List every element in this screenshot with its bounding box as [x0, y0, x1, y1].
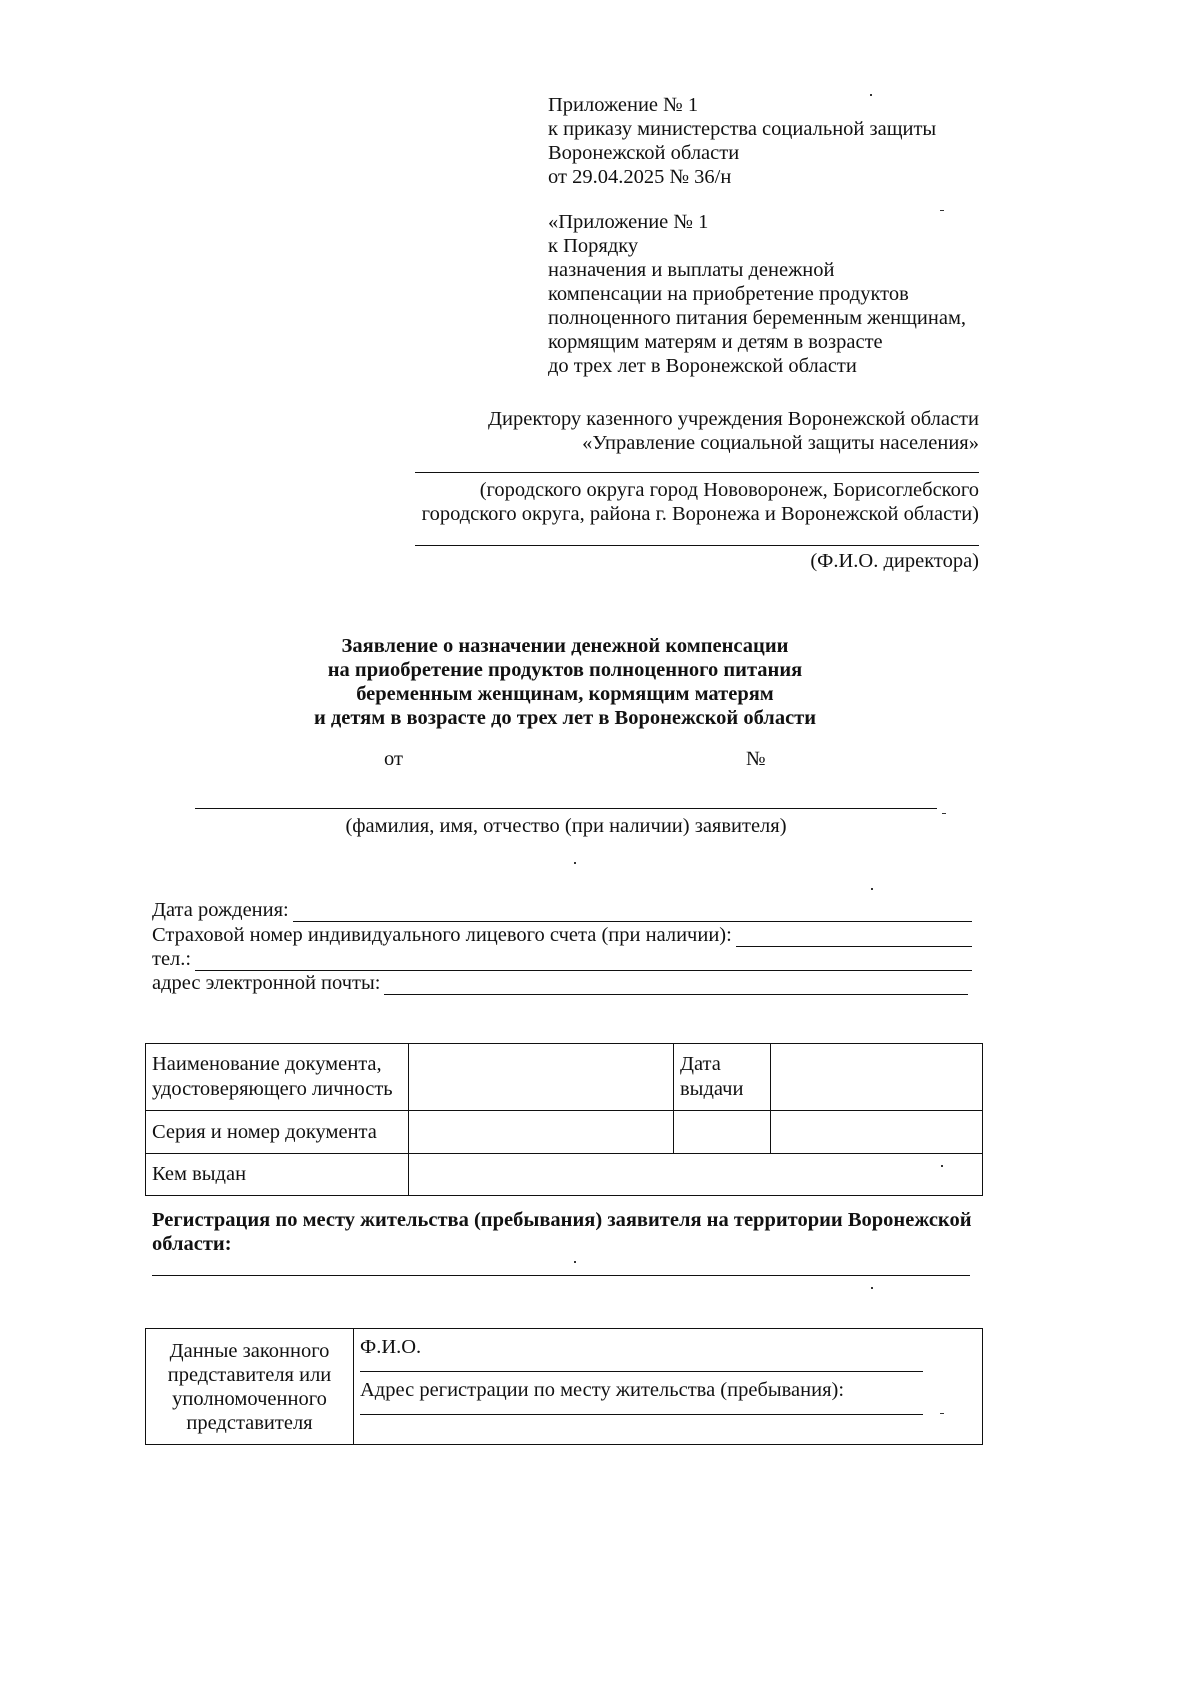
issue-date-label-cell	[674, 1044, 771, 1111]
scan-speck	[871, 888, 873, 890]
annex-date-line: от 29.04.2025 № 36/н	[548, 166, 732, 188]
procedure-line: компенсации на приобретение продуктов	[548, 283, 909, 305]
registration-blank-line[interactable]	[152, 1275, 970, 1276]
title-line: Заявление о назначении денежной компенсации	[341, 635, 789, 657]
phone-label: тел.:	[152, 948, 192, 970]
annex-order-line: к приказу министерства социальной защиты	[548, 118, 937, 140]
registration-line-2: области:	[152, 1233, 232, 1255]
representative-label-line: представителя	[186, 1411, 313, 1434]
annex-procedure-reference	[548, 210, 966, 378]
birth-date-field[interactable]	[152, 898, 972, 922]
series-number-input-cell[interactable]	[409, 1111, 674, 1154]
issued-by-label-cell: Кем выдан	[146, 1154, 409, 1196]
applicant-name-hint: (фамилия, имя, отчество (при наличии) заявителя)	[345, 815, 787, 837]
district-hint-line-1: (городского округа город Нововоронеж, Борисоглебского	[479, 479, 979, 501]
procedure-line: «Приложение № 1	[548, 211, 709, 233]
identity-document-table	[145, 1043, 983, 1196]
representative-fio-line[interactable]	[360, 1359, 923, 1372]
title-line: беременным женщинам, кормящим матерям	[356, 683, 774, 705]
issued-by-input-cell[interactable]	[409, 1154, 983, 1196]
issue-date-label-line-2: выдачи	[680, 1078, 744, 1100]
district-hint	[400, 478, 979, 526]
issue-date-input-cell[interactable]	[771, 1044, 983, 1111]
date-label: от	[384, 748, 403, 770]
scan-speck	[574, 862, 576, 864]
snils-label: Страховой номер индивидуального лицевого счета (при наличии):	[152, 924, 732, 946]
district-hint-line-2: городского округа, района г. Воронежа и Воронежской области)	[421, 503, 979, 525]
addressee-line-1: Директору казенного учреждения Воронежской области	[488, 408, 979, 430]
registration-line-1: Регистрация по месту жительства (пребывания) заявителя на территории Воронежской	[152, 1209, 972, 1231]
birth-date-label: Дата рождения:	[152, 899, 289, 921]
doc-name-label-cell	[146, 1044, 409, 1111]
representative-address-label: Адрес регистрации по месту жительства (пребывания):	[360, 1379, 845, 1401]
representative-label-line: уполномоченного	[172, 1387, 327, 1410]
application-title	[200, 634, 930, 730]
applicant-name-line[interactable]	[195, 808, 937, 809]
addressee-line-2: «Управление социальной защиты населения»	[582, 432, 979, 454]
procedure-line: кормящим матерям и детям в возрасте	[548, 331, 883, 353]
scan-speck	[870, 94, 872, 96]
issue-date-label-line-1: Дата	[680, 1053, 721, 1075]
doc-name-label-line-1: Наименование документа,	[152, 1053, 382, 1075]
scan-speck	[871, 1287, 873, 1289]
addressee-blank-line[interactable]	[415, 472, 979, 473]
representative-label-cell	[146, 1329, 354, 1445]
scan-speck	[941, 1165, 943, 1167]
representative-data-cell	[354, 1329, 983, 1445]
procedure-line: назначения и выплаты денежной	[548, 259, 835, 281]
representative-label-line: представителя или	[167, 1363, 332, 1386]
annex-number: Приложение № 1	[548, 94, 699, 116]
procedure-line: до трех лет в Воронежской области	[548, 355, 857, 377]
representative-label-line: Данные законного	[169, 1339, 330, 1362]
doc-name-input-cell[interactable]	[409, 1044, 674, 1111]
procedure-line: к Порядку	[548, 235, 639, 257]
director-blank-line[interactable]	[415, 545, 979, 546]
scan-speck	[574, 1261, 576, 1263]
director-hint: (Ф.И.О. директора)	[810, 550, 979, 572]
registration-heading	[152, 1208, 972, 1256]
annex-order-reference	[548, 93, 936, 189]
doc-name-label-line-2: удостоверяющего личность	[152, 1078, 393, 1100]
title-line: на приобретение продуктов полноценного питания	[327, 659, 803, 681]
procedure-line: полноценного питания беременным женщинам,	[548, 307, 967, 329]
representative-address-line[interactable]	[360, 1402, 923, 1415]
series-number-extra-cell-2[interactable]	[771, 1111, 983, 1154]
snils-field[interactable]	[152, 923, 972, 947]
scan-speck	[940, 210, 944, 211]
series-number-extra-cell[interactable]	[674, 1111, 771, 1154]
email-field[interactable]	[152, 971, 968, 995]
addressee-block	[420, 407, 979, 455]
scan-speck	[942, 813, 946, 814]
series-number-label-cell: Серия и номер документа	[146, 1111, 409, 1154]
phone-field[interactable]	[152, 947, 972, 971]
scan-speck	[940, 1413, 944, 1414]
representative-table	[145, 1328, 983, 1445]
title-line: и детям в возрасте до трех лет в Воронежской области	[313, 707, 817, 729]
representative-fio-label: Ф.И.О.	[360, 1336, 422, 1358]
annex-region-line: Воронежской области	[548, 142, 740, 164]
number-label: №	[746, 748, 766, 770]
email-label: адрес электронной почты:	[152, 972, 381, 994]
